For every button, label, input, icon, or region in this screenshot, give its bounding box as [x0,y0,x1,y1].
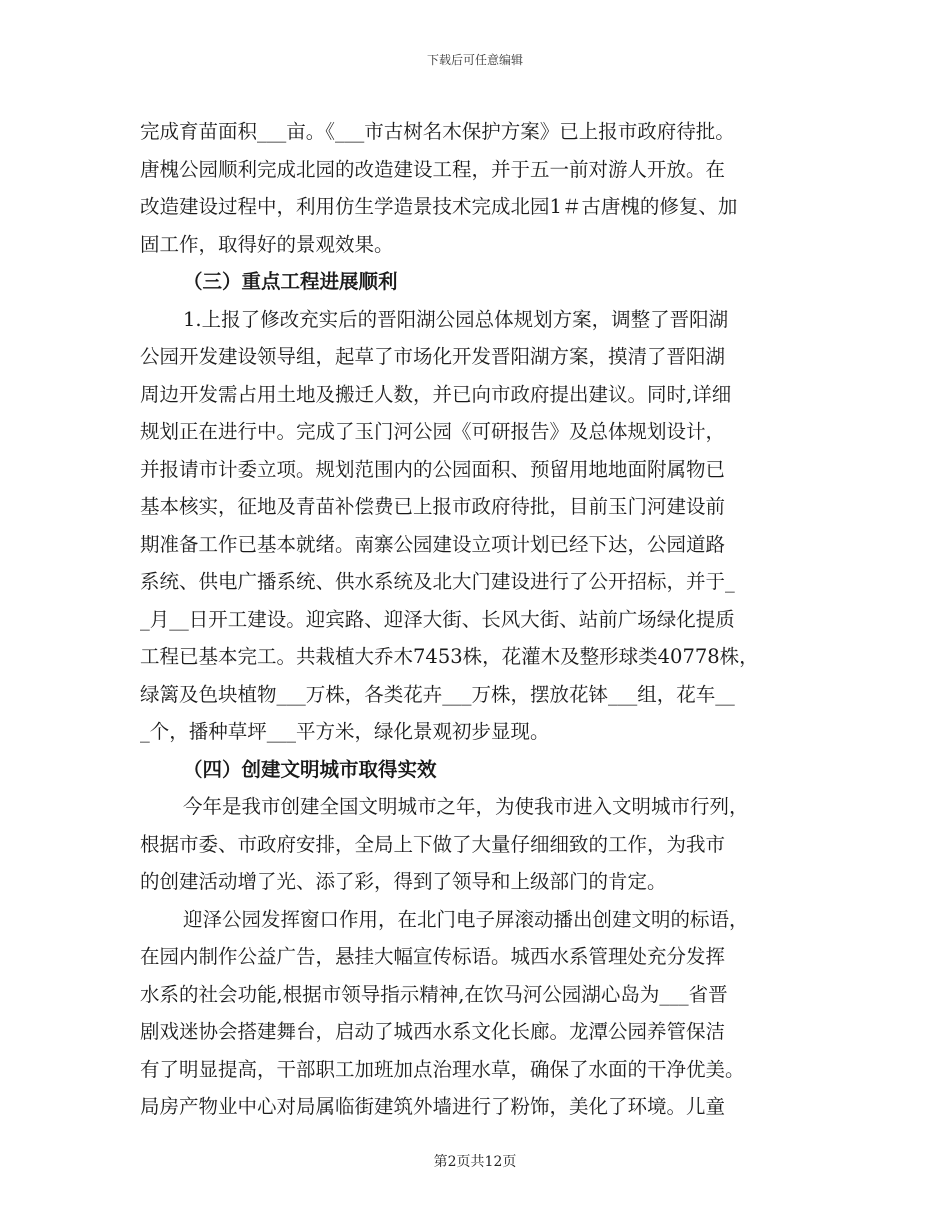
text-line: _个，播种草坪___平方米，绿化景观初步显现。 [140,720,550,743]
document-body [140,113,810,1126]
text-line: 迎泽公园发挥窗口作用，在北门电子屏滚动播出创建文明的标语， [183,907,749,931]
text-line: 并报请市计委立项。规划范围内的公园面积、预留用地地面附属物已 [140,457,726,481]
section-heading-4: （四）创建文明城市取得实效 [183,757,437,781]
text-line: 根据市委、市政府安排，全局上下做了大量仔细细致的工作，为我市 [140,832,726,856]
text-line: 系统、供电广播系统、供水系统及北大门建设进行了公开招标，并于_ [140,570,735,593]
text-line: 剧戏迷协会搭建舞台，启动了城西水系文化长廊。龙潭公园养管保洁 [140,1020,726,1043]
text-line: 水系的社会功能,根据市领导指示精神,在饮马河公园湖心岛为___省晋 [140,982,728,1006]
text-line: 周边开发需占用土地及搬迁人数，并已向市政府提出建议。同时,详细 [140,382,732,406]
text-line: 公园开发建设领导组，起草了市场化开发晋阳湖方案，摸清了晋阳湖 [140,345,726,368]
text-line: 在园内制作公益广告，悬挂大幅宣传标语。城西水系管理处充分发挥 [140,945,726,968]
text-line: 工程已基本完工。共栽植大乔木7453株，花灌木及整形球类40778株， [140,645,759,668]
page-footer: 第2页共12页 [433,1154,517,1170]
text-line: 局房产物业中心对局属临街建筑外墙进行了粉饰，美化了环境。儿童 [140,1095,726,1118]
text-line: 固工作，取得好的景观效果。 [140,232,394,256]
text-line: 改造建设过程中，利用仿生学造景技术完成北园1＃古唐槐的修复、加 [140,195,738,218]
page-header: 下载后可任意编辑 [426,53,523,67]
text-line: 基本核实，征地及青苗补偿费已上报市政府待批，目前玉门河建设前 [140,495,726,518]
text-line: 绿篱及色块植物___万株，各类花卉___万株，摆放花钵___组，花车__ [140,682,735,706]
text-line: 的创建活动增了光、添了彩，得到了领导和上级部门的肯定。 [140,870,667,893]
text-line: 完成育苗面积___亩。《___市古树名木保护方案》已上报市政府待批。 [140,120,735,143]
text-line: 有了明显提高，干部职工加班加点治理水草，确保了水面的干净优美。 [140,1057,745,1081]
text-line: 1.上报了修改充实后的晋阳湖公园总体规划方案，调整了晋阳湖 [183,307,729,331]
text-line: 期准备工作已基本就绪。南寨公园建设立项计划已经下达，公园道路 [140,532,726,556]
text-line: 唐槐公园顺利完成北园的改造建设工程，并于五一前对游人开放。在 [140,157,726,181]
text-line: _月__日开工建设。迎宾路、迎泽大街、长风大街、站前广场绿化提质 [140,607,735,631]
section-heading-3: （三）重点工程进展顺利 [183,270,398,293]
text-line: 规划正在进行中。完成了玉门河公园《可研报告》及总体规划设计， [140,420,726,443]
text-line: 今年是我市创建全国文明城市之年，为使我市进入文明城市行列， [183,795,749,818]
